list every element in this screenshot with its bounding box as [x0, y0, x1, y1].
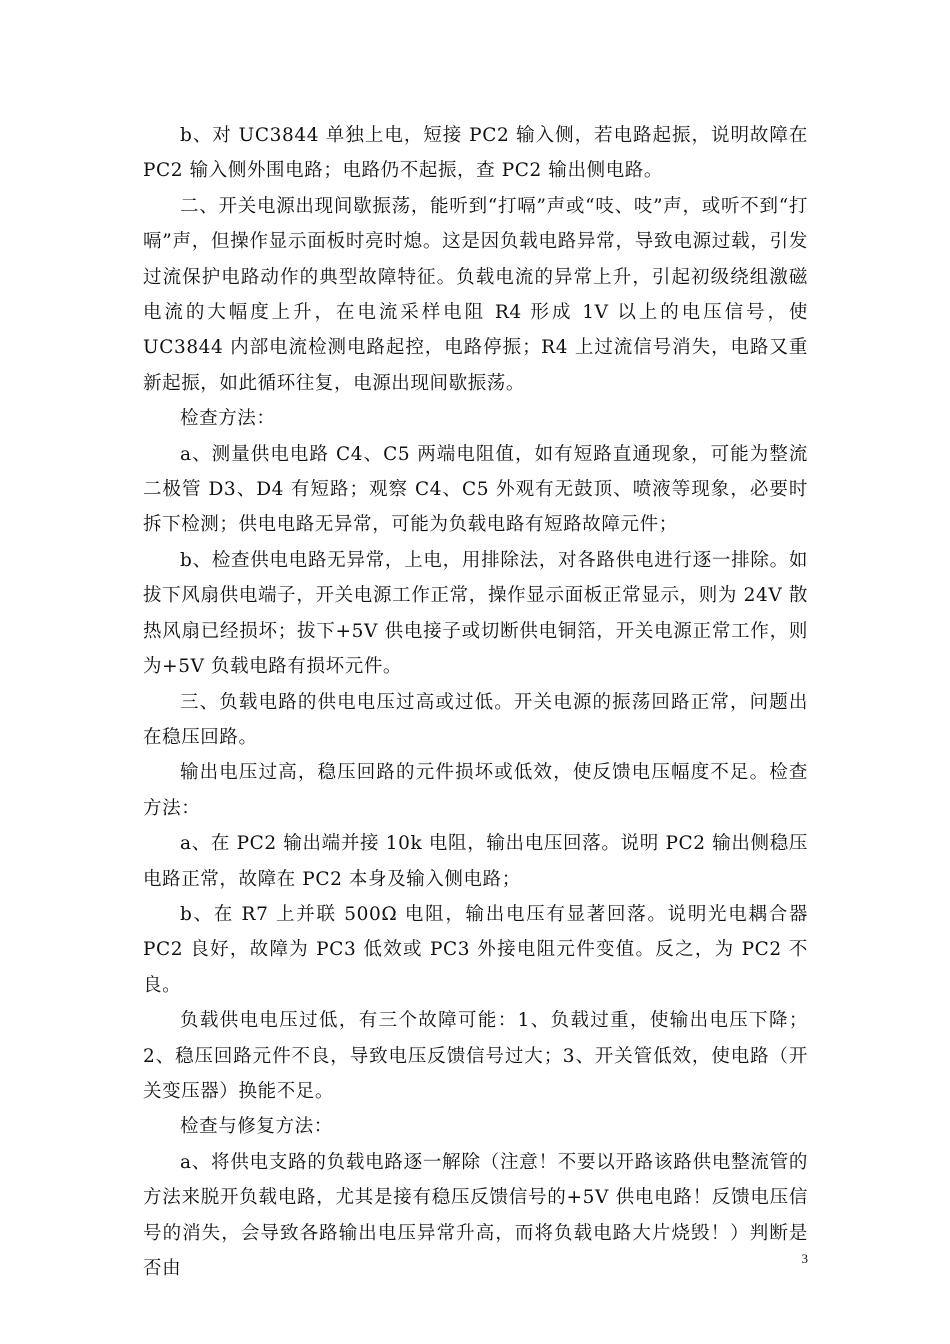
- document-body: [143, 118, 808, 1286]
- page-number: 3: [801, 1251, 808, 1266]
- paragraph-9: b、在 R7 上并联 500Ω 电阻，输出电压有显著回落。说明光电耦合器 PC2 良好，故障为 PC3 低效或 PC3 外接电阻元件变值。反之，为 PC2 不良。: [143, 903, 808, 996]
- paragraph-4: a、测量供电电路 C4、C5 两端电阻值，如有短路直通现象，可能为整流二极管 D3、D4 有短路；观察 C4、C5 外观有无鼓顶、喷液等现象，必要时拆下检测；供电电路无异常，可能为负载电路有短路故障元件；: [143, 443, 808, 536]
- paragraph-1: b、对 UC3844 单独上电，短接 PC2 输入侧，若电路起振，说明故障在 PC2 输入侧外围电路；电路仍不起振，查 PC2 输出侧电路。: [143, 125, 808, 182]
- paragraph-3: 检查方法：: [180, 408, 276, 430]
- paragraph-7: 输出电压过高，稳压回路的元件损坏或低效，使反馈电压幅度不足。检查方法：: [143, 762, 808, 819]
- paragraph-5: b、检查供电电路无异常，上电，用排除法，对各路供电进行逐一排除。如拔下风扇供电端子，开关电源工作正常，操作显示面板正常显示，则为 24V 散热风扇已经损坏；拔下+5V 供电接子或切断供电铜箔，开关电源正常工作，则为+5V 负载电路有损坏元件。: [143, 549, 808, 678]
- paragraph-2: 二、开关电源出现间歇振荡，能听到“打嗝”声或“吱、吱”声，或听不到“打嗝”声，但操作显示面板时亮时熄。这是因负载电路异常，导致电源过载，引发过流保护电路动作的典型故障特征。负载电流的异常上升，引起初级绕组激磁电流的大幅度上升，在电流采样电阻 R4 形成 1V 以上的电压信号，使 UC3844 内部电流检测电路起控，电路停振；R4 上过流信号消失，电路又重新起振，如此循环往复，电源出现间歇振荡。: [143, 195, 808, 394]
- paragraph-11: 检查与修复方法：: [180, 1116, 333, 1138]
- paragraph-8: a、在 PC2 输出端并接 10k 电阻，输出电压回落。说明 PC2 输出侧稳压电路正常，故障在 PC2 本身及输入侧电路；: [143, 833, 808, 890]
- paragraph-12: a、将供电支路的负载电路逐一解除（注意！不要以开路该路供电整流管的方法来脱开负载电路，尤其是接有稳压反馈信号的+5V 供电电路！反馈电压信号的消失，会导致各路输出电压异常升高，而将负载电路大片烧毁！）判断是否由: [143, 1151, 808, 1279]
- paragraph-10: 负载供电电压过低，有三个故障可能：1、负载过重，使输出电压下降；2、稳压回路元件不良，导致电压反馈信号过大；3、开关管低效，使电路（开关变压器）换能不足。: [143, 1010, 808, 1102]
- paragraph-6: 三、负载电路的供电电压过高或过低。开关电源的振荡回路正常，问题出在稳压回路。: [143, 691, 808, 748]
